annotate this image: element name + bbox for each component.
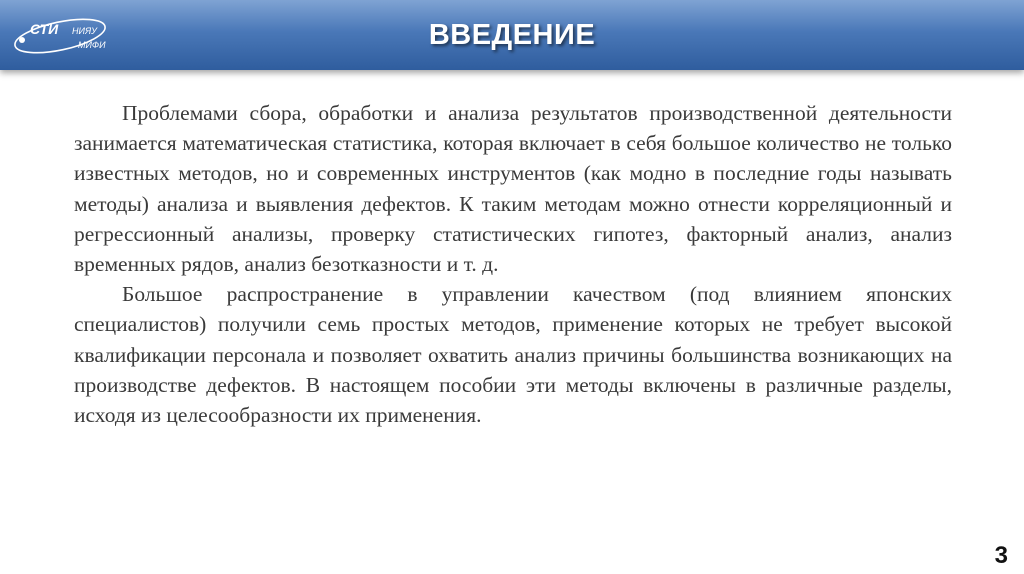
logo-sub-text-2: МИФИ	[78, 40, 106, 50]
header-bar	[0, 0, 1024, 70]
logo-main-text: СТИ	[30, 21, 59, 37]
paragraph: Большое распространение в управлении качеством (под влиянием японских специалистов) получили семь простых методов, применение которых не требует высокой квалификации персонала и позволяет охватить анализ причины большинства возникающих на производстве дефектов. В настоящем пособии эти методы включены в различные разделы, исходя из целесообразности их применения.	[74, 282, 952, 428]
logo-sub-text-1: НИЯУ	[72, 26, 97, 36]
body-text	[74, 98, 952, 430]
page-title: ВВЕДЕНИЕ	[428, 19, 596, 51]
page-number: 3	[994, 542, 1008, 569]
paragraph: Проблемами сбора, обработки и анализа результатов производственной деятельности занимается математическая статистика, которая включает в себя большое количество не только известных методов, но и современных инструментов (как модно в последние годы называть методы) анализа и выявления дефектов. К таким методам можно отнести корреляционный и регрессионный анализы, проверку статистических гипотез, факторный анализ, анализ временных рядов, анализ безотказности и т. д.	[74, 101, 952, 277]
